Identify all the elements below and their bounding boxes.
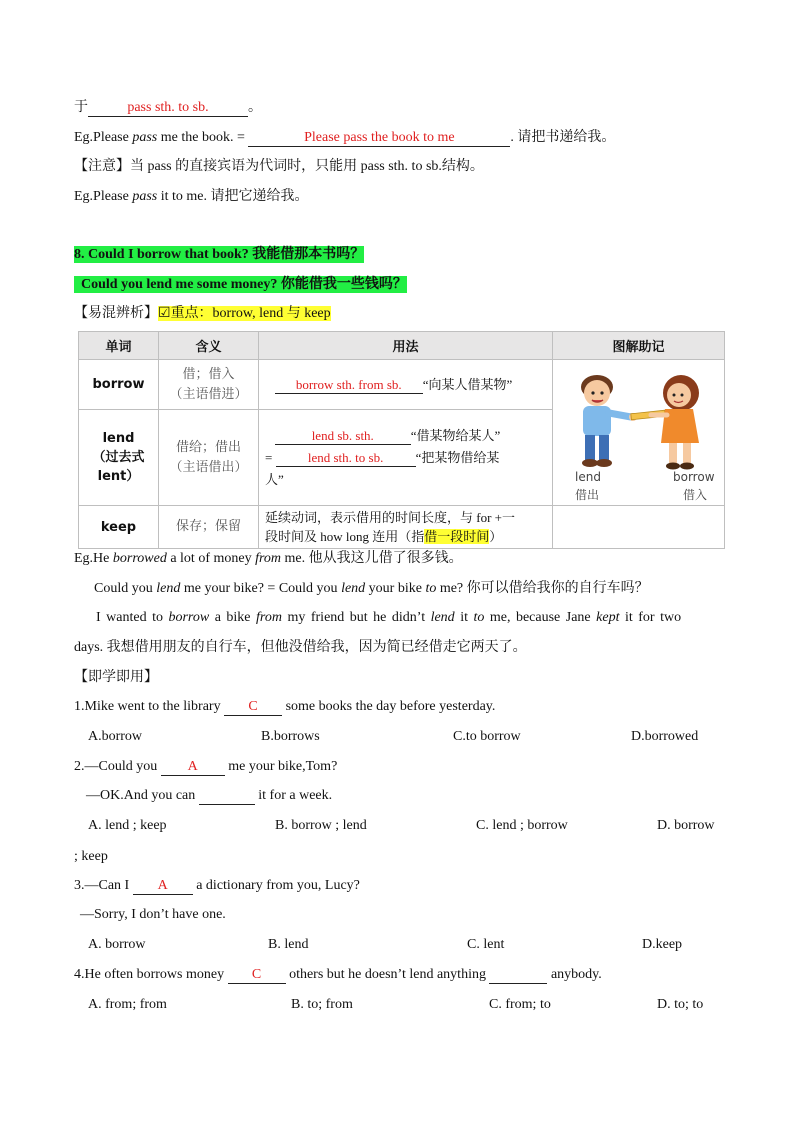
meaning-cell: 借；借入 （主语借进）	[159, 360, 259, 410]
pic-label-borrow: borrow	[673, 469, 715, 484]
option: D.keep	[642, 937, 683, 952]
example-sentence: Could you lend me your bike? = Could you lend your bike to me? 你可以借给我你的自行车吗？	[94, 581, 649, 596]
usage-cell: 延续动词，表示借用的时间长度，与 for +一 段时间及 how long 连用（指借一段时间）	[259, 506, 553, 549]
option: B. lend	[268, 937, 309, 952]
lend-borrow-illustration	[559, 363, 731, 503]
option: D. to; to	[657, 997, 704, 1012]
column-header: 单词	[79, 332, 159, 360]
usage-cell: borrow sth. from sb. “向某人借某物”	[259, 360, 553, 410]
pass-example-line: Eg.Please pass me the book. = Please pass the book to me . 请把书递给我。	[74, 130, 616, 145]
option: A. borrow	[88, 937, 146, 952]
column-header: 图解助记	[553, 332, 725, 360]
word-cell: keep	[79, 506, 159, 549]
option: D.borrowed	[631, 729, 699, 744]
answer-blank: C	[228, 967, 286, 984]
meaning-cell: 保存；保留	[159, 506, 259, 549]
option: A.borrow	[88, 729, 143, 744]
checkbox-icon: ☑	[158, 306, 171, 321]
answer-blank: lend sth. to sb.	[276, 450, 416, 467]
table-header-row	[79, 332, 725, 360]
table-row-keep	[79, 506, 725, 549]
pic-label-lend: lend	[575, 469, 601, 484]
word-cell: lend （过去式 lent）	[79, 410, 159, 506]
option: A. from; from	[88, 997, 167, 1012]
question-1: 1.Mike went to the library C some books the day before yesterday.	[74, 699, 496, 714]
answer-blank	[199, 788, 255, 805]
example-sentence: Eg.He borrowed a lot of money from me. 他从我这儿借了很多钱。	[74, 551, 463, 566]
pic-label-lend-cn: 借出	[575, 487, 600, 502]
pass-structure-line: 于 pass sth. to sb. 。	[74, 100, 262, 115]
option: C. from; to	[489, 997, 551, 1012]
girl-figure	[651, 375, 699, 470]
option: B. to; from	[291, 997, 353, 1012]
question-2: 2.—Could you A me your bike,Tom?	[74, 759, 338, 774]
answer-blank: A	[161, 759, 225, 776]
answer-blank	[489, 967, 547, 984]
example-sentence: I wanted to borrow a bike from my friend but he didn’t lend it to me, because Jane kept it for two	[96, 610, 682, 625]
practice-label: 【即学即用】	[74, 670, 158, 685]
option: C.to borrow	[453, 729, 521, 744]
answer-blank: borrow sth. from sb.	[275, 377, 423, 394]
answer-blank: pass sth. to sb.	[88, 100, 248, 117]
boy-figure	[581, 375, 637, 467]
question-3: 3.—Can I A a dictionary from you, Lucy?	[74, 878, 360, 893]
answer-blank: lend sb. sth.	[275, 428, 411, 445]
pass-example-pronoun: Eg.Please pass it to me. 请把它递给我。	[74, 189, 309, 204]
pic-label-borrow-cn: 借入	[683, 487, 708, 502]
option: A. lend ; keep	[88, 818, 167, 833]
question-4: 4.He often borrows money C others but he doesn’t lend anything anybody.	[74, 967, 602, 982]
meaning-cell: 借给；借出 （主语借出）	[159, 410, 259, 506]
illustration-cell	[553, 360, 725, 506]
option-wrap: ; keep	[74, 849, 108, 864]
word-cell: borrow	[79, 360, 159, 410]
column-header: 含义	[159, 332, 259, 360]
vocab-table	[78, 331, 725, 549]
answer-blank: A	[133, 878, 193, 895]
answer-blank: Please pass the book to me	[248, 130, 510, 147]
question-3-line2: —Sorry, I don’t have one.	[80, 907, 226, 922]
example-sentence-cont: days. 我想借用朋友的自行车，但他没借给我，因为简已经借走它两天了。	[74, 640, 527, 655]
option: B. borrow ; lend	[275, 818, 367, 833]
section-heading: 8. Could I borrow that book? 我能借那本书吗？	[74, 247, 365, 262]
option: D. borrow	[657, 818, 715, 833]
table-row-borrow	[79, 360, 725, 410]
confusion-label: 【易混辨析】☑重点：borrow, lend 与 keep	[74, 306, 331, 321]
column-header: 用法	[259, 332, 553, 360]
empty-cell	[553, 506, 725, 549]
answer-blank: C	[224, 699, 282, 716]
option: C. lend ; borrow	[476, 818, 568, 833]
option: B.borrows	[261, 729, 320, 744]
usage-cell: lend sb. sth. “借某物给某人” = lend sth. to sb. “把某物借给某 人”	[259, 410, 553, 506]
pass-note: 【注意】当 pass 的直接宾语为代词时，只能用 pass sth. to sb.结构。	[74, 159, 484, 174]
question-2-line2: —OK.And you can it for a week.	[86, 788, 333, 803]
section-heading: Could you lend me some money? 你能借我一些钱吗？	[74, 276, 407, 294]
option: C. lent	[467, 937, 505, 952]
